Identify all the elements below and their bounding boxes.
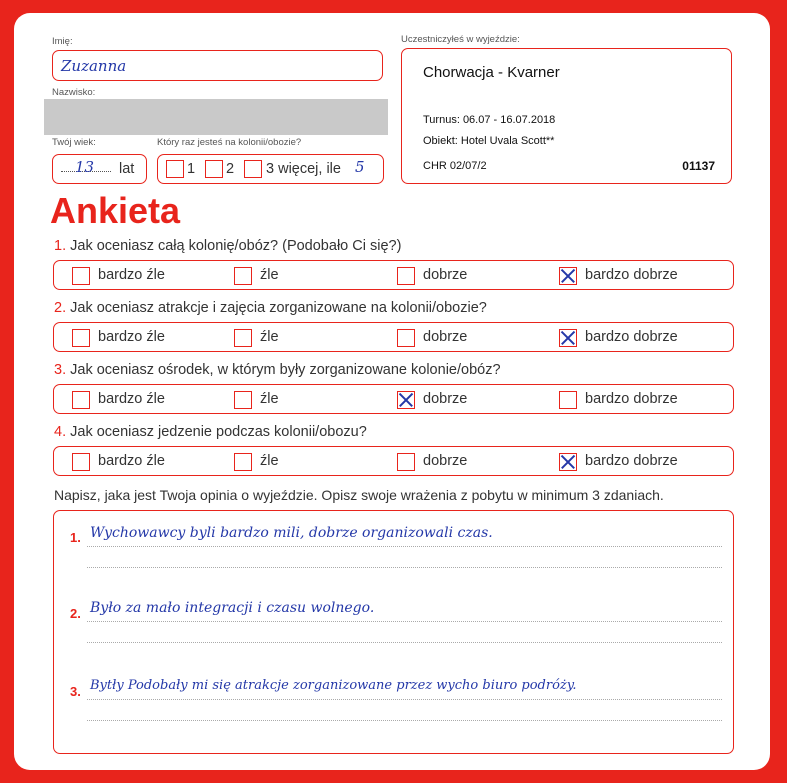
times-label: Który raz jesteś na kolonii/obozie? [157, 137, 302, 148]
times-option-3: 3 więcej, ile [266, 161, 341, 177]
q4-option-zle[interactable] [234, 453, 252, 471]
name-value: Zuzanna [61, 57, 127, 75]
page-title: Ankieta [50, 190, 181, 231]
answer-row-4 [53, 446, 734, 476]
opinion-1-number: 1. [70, 530, 81, 545]
question-1-number: 1. [54, 238, 67, 254]
surname-redaction [44, 99, 388, 135]
age-label: Twój wiek: [52, 137, 96, 148]
opinion-3-number: 3. [70, 684, 81, 699]
question-2 [54, 300, 487, 316]
surname-label: Nazwisko: [52, 87, 96, 98]
question-1 [54, 238, 401, 254]
q1-label-bardzo-dobrze: bardzo dobrze [585, 267, 678, 283]
opinion-line [87, 642, 722, 643]
q4-label-zle: źle [260, 453, 279, 469]
form-number: 01137 [682, 159, 715, 173]
trip-code: CHR 02/07/2 [423, 160, 487, 172]
opinion-2-text: Było za mało integracji i czasu wolnego. [90, 600, 375, 616]
q4-option-bardzo-zle[interactable] [72, 453, 90, 471]
q2-option-dobrze[interactable] [397, 329, 415, 347]
times-checkbox-1[interactable] [166, 160, 184, 178]
q3-option-bardzo-dobrze[interactable] [559, 391, 577, 409]
q1-option-bardzo-zle[interactable] [72, 267, 90, 285]
q3-label-bardzo-dobrze: bardzo dobrze [585, 391, 678, 407]
trip-obiekt: Obiekt: Hotel Uvala Scott** [423, 135, 555, 147]
question-3-text: Jak oceniasz ośrodek, w którym były zorganizowane kolonie/obóz? [70, 362, 501, 378]
opinion-1-text: Wychowawcy byli bardzo mili, dobrze organizowali czas. [90, 525, 493, 541]
q4-label-dobrze: dobrze [423, 453, 468, 469]
q3-label-dobrze: dobrze [423, 391, 468, 407]
age-value: 13 [75, 158, 95, 176]
answer-row-3 [53, 384, 734, 414]
q2-option-bardzo-dobrze[interactable] [559, 329, 577, 347]
q1-label-dobrze: dobrze [423, 267, 468, 283]
survey-sheet [14, 13, 770, 770]
question-3 [54, 362, 501, 378]
q4-label-bardzo-zle: bardzo źle [98, 453, 165, 469]
q3-option-bardzo-zle[interactable] [72, 391, 90, 409]
opinion-3-text: Bytły Podobały mi się atrakcje zorganizowane przez wycho biuro podróży. [90, 678, 577, 693]
q2-label-bardzo-dobrze: bardzo dobrze [585, 329, 678, 345]
times-checkbox-3[interactable] [244, 160, 262, 178]
times-option-2: 2 [226, 161, 235, 177]
trip-name: Chorwacja - Kvarner [423, 64, 560, 81]
question-2-text: Jak oceniasz atrakcje i zajęcia zorganizowane na kolonii/obozie? [70, 300, 487, 316]
q3-label-zle: źle [260, 391, 279, 407]
question-1-text: Jak oceniasz całą kolonię/obóz? (Podobało Ci się?) [70, 238, 402, 254]
q1-option-bardzo-dobrze[interactable] [559, 267, 577, 285]
q4-option-dobrze[interactable] [397, 453, 415, 471]
q1-option-dobrze[interactable] [397, 267, 415, 285]
age-unit: lat [119, 161, 135, 177]
q3-option-zle[interactable] [234, 391, 252, 409]
trip-turnus: Turnus: 06.07 - 16.07.2018 [423, 114, 556, 126]
times-checkbox-2[interactable] [205, 160, 223, 178]
name-field[interactable] [52, 50, 383, 81]
answer-row-1 [53, 260, 734, 290]
q2-label-zle: źle [260, 329, 279, 345]
q2-label-bardzo-zle: bardzo źle [98, 329, 165, 345]
question-4-number: 4. [54, 424, 67, 440]
opinion-line [87, 720, 722, 721]
q2-label-dobrze: dobrze [423, 329, 468, 345]
opinion-line [87, 567, 722, 568]
question-3-number: 3. [54, 362, 67, 378]
opinion-prompt: Napisz, jaka jest Twoja opinia o wyjeździe. Opisz swoje wrażenia z pobytu w minimum 3 zdaniach. [54, 487, 664, 503]
q1-label-bardzo-zle: bardzo źle [98, 267, 165, 283]
name-label: Imię: [52, 36, 73, 47]
times-value: 5 [355, 158, 365, 176]
answer-row-2 [53, 322, 734, 352]
q2-option-bardzo-zle[interactable] [72, 329, 90, 347]
opinion-line [87, 621, 722, 622]
q3-option-dobrze[interactable] [397, 391, 415, 409]
question-2-number: 2. [54, 300, 67, 316]
question-4 [54, 424, 367, 440]
opinion-box[interactable] [53, 510, 734, 754]
opinion-2-number: 2. [70, 606, 81, 621]
q1-label-zle: źle [260, 267, 279, 283]
q4-label-bardzo-dobrze: bardzo dobrze [585, 453, 678, 469]
question-4-text: Jak oceniasz jedzenie podczas kolonii/obozu? [70, 424, 367, 440]
q3-label-bardzo-zle: bardzo źle [98, 391, 165, 407]
trip-label: Uczestniczyłeś w wyjeździe: [401, 34, 520, 45]
opinion-line [87, 699, 722, 700]
age-field[interactable] [52, 154, 147, 184]
q4-option-bardzo-dobrze[interactable] [559, 453, 577, 471]
trip-box [401, 48, 732, 184]
q1-option-zle[interactable] [234, 267, 252, 285]
opinion-line [87, 546, 722, 547]
q2-option-zle[interactable] [234, 329, 252, 347]
times-option-1: 1 [187, 161, 196, 177]
times-field [157, 154, 384, 184]
